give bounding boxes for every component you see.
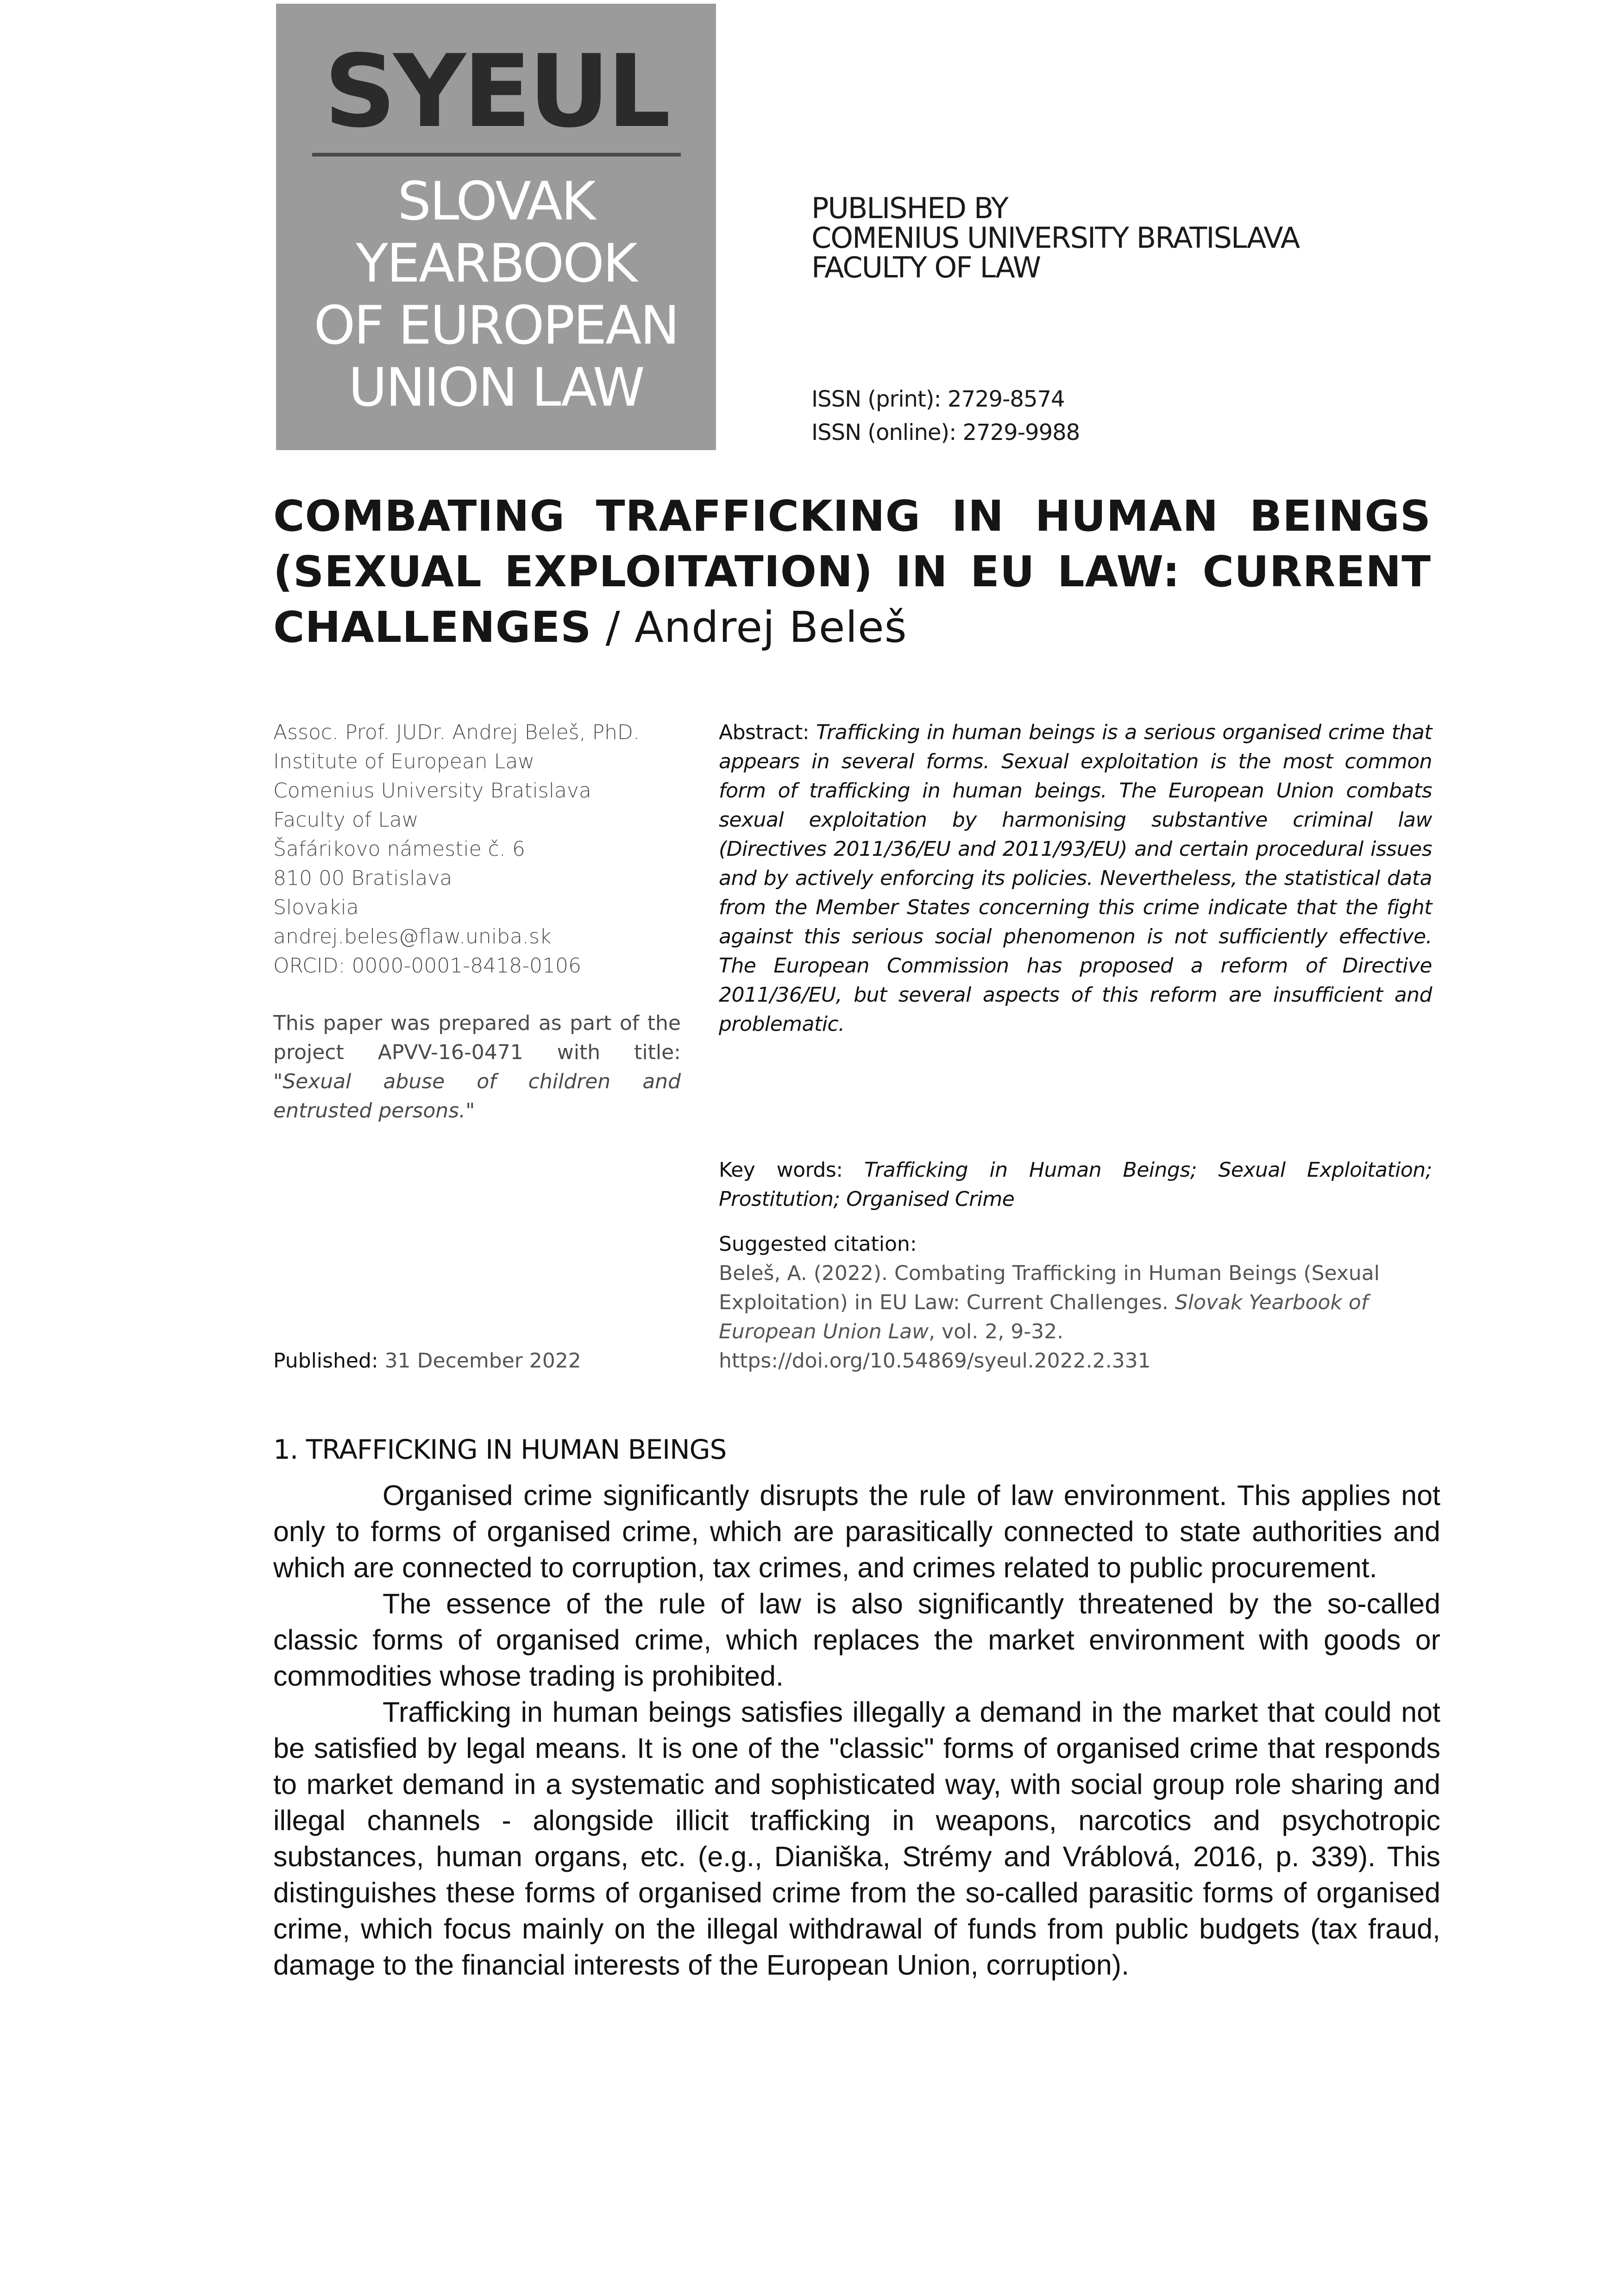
citation-body	[719, 1259, 1441, 1346]
author-affiliation	[273, 718, 681, 980]
affiliation-line: Slovakia	[273, 896, 359, 919]
title-line-end: CHALLENGES	[273, 602, 592, 652]
logo-divider	[312, 153, 681, 157]
project-note	[273, 1009, 681, 1125]
citation-journal: Slovak Yearbook of European Union Law	[719, 1291, 1369, 1343]
article-title	[273, 489, 1431, 655]
publisher-line: COMENIUS UNIVERSITY BRATISLAVA	[811, 221, 1300, 255]
body-paragraph: Trafficking in human beings satisfies illegally a demand in the market that could not be satisfied by legal means. It is one of the "classic" forms of organised crime that responds to market demand in a systematic and sophisticated way, with social group role sharing and illegal channels - alongside illicit trafficking in weapons, narcotics and psychotropic substances, human organs, etc. (e.g., Dianiška, Strémy and Vráblová, 2016, p. 339). This distinguishes these forms of organised crime from the so-called parasitic forms of organised crime, which focus mainly on the illegal withdrawal of funds from public budgets (tax fraud, damage to the financial interests of the European Union, corruption).	[273, 1696, 1440, 1981]
publisher-line: FACULTY OF LAW	[811, 251, 1040, 284]
abstract-text: Trafficking in human beings is a serious organised crime that appears in several forms. Sexual exploitation is the most common form of trafficking in human beings. The European Union combats sexual exploitation by harmonising substantive criminal law (Directives 2011/36/EU and 2011/93/EU) and certain procedural issues and by actively enforcing its policies. Nevertheless, the statistical data from the Member States concerning this crime indicate that the fight against this serious social phenomenon is not sufficiently effective. The European Commission has proposed a reform of Directive 2011/36/EU, but several aspects of this reform are insufficient and problematic.	[719, 721, 1433, 1036]
affiliation-line: Comenius University Bratislava	[273, 779, 591, 803]
section-heading: 1. TRAFFICKING IN HUMAN BEINGS	[273, 1434, 727, 1465]
affiliation-line: Institute of European Law	[273, 750, 535, 773]
affiliation-line: Šafárikovo námestie č. 6	[273, 837, 525, 861]
publisher-info	[811, 191, 1300, 284]
author-orcid: ORCID: 0000-0001-8418-0106	[273, 954, 581, 978]
affiliation-line: 810 00 Bratislava	[273, 866, 452, 890]
affiliation-line: Assoc. Prof. JUDr. Andrej Beleš, PhD.	[273, 721, 640, 744]
title-line: COMBATING TRAFFICKING IN HUMAN BEINGS	[273, 491, 1431, 541]
author-email[interactable]: andrej.beles@flaw.uniba.sk	[273, 925, 552, 948]
keywords-label: Key words:	[719, 1158, 865, 1182]
journal-logo	[276, 4, 716, 450]
keywords-text: Trafficking in Human Beings; Sexual Exploitation; Prostitution; Organised Crime	[719, 1158, 1432, 1211]
citation-volume: , vol. 2, 9-32.	[929, 1320, 1064, 1343]
published-value: 31 December 2022	[384, 1349, 581, 1373]
body-paragraph: Organised crime significantly disrupts the rule of law environment. This applies not only to forms of organised crime, which are parasitically connected to state authorities and which are connected to corruption, tax crimes, and crimes related to public procurement.	[273, 1480, 1440, 1583]
logo-subtitle-line: UNION LAW	[348, 357, 644, 418]
logo-acronym: SYEUL	[324, 33, 668, 150]
section-body	[273, 1477, 1440, 1983]
logo-subtitle-line: SLOVAK	[397, 170, 595, 232]
author-separator: /	[591, 602, 635, 652]
issn-block	[811, 383, 1080, 449]
logo-subtitle-line: YEARBOOK	[356, 232, 636, 294]
issn-online: ISSN (online): 2729-9988	[811, 420, 1080, 445]
abstract-label: Abstract:	[719, 721, 817, 744]
publisher-line: PUBLISHED BY	[811, 191, 1008, 225]
title-line	[273, 600, 1431, 655]
abstract	[719, 718, 1432, 1039]
citation-text: Beleš, A. (2022). Combating Trafficking in Human Beings (Sexual Exploitation) in EU Law: Current Challenges.	[719, 1261, 1380, 1314]
citation-label: Suggested citation:	[719, 1232, 917, 1256]
title-line: (SEXUAL EXPLOITATION) IN EU LAW: CURRENT	[273, 547, 1431, 596]
published-label: Published:	[273, 1349, 385, 1373]
published-date	[273, 1346, 581, 1375]
suggested-citation	[719, 1230, 1441, 1375]
keywords	[719, 1155, 1432, 1214]
issn-print: ISSN (print): 2729-8574	[811, 386, 1065, 412]
article-author: Andrej Beleš	[634, 602, 907, 652]
logo-subtitle-line: OF EUROPEAN	[314, 295, 679, 356]
project-note-text: This paper was prepared as part of the project APVV-16-0471 with title:	[273, 1011, 681, 1064]
logo-subtitle	[276, 170, 716, 419]
project-title: "Sexual abuse of children and entrusted persons."	[273, 1070, 681, 1123]
body-paragraph: The essence of the rule of law is also significantly threatened by the so-called classic forms of organised crime, which replaces the market environment with goods or commodities whose trading is prohibited.	[273, 1588, 1440, 1692]
citation-doi-link[interactable]: https://doi.org/10.54869/syeul.2022.2.331	[719, 1349, 1151, 1373]
affiliation-line: Faculty of Law	[273, 808, 419, 832]
